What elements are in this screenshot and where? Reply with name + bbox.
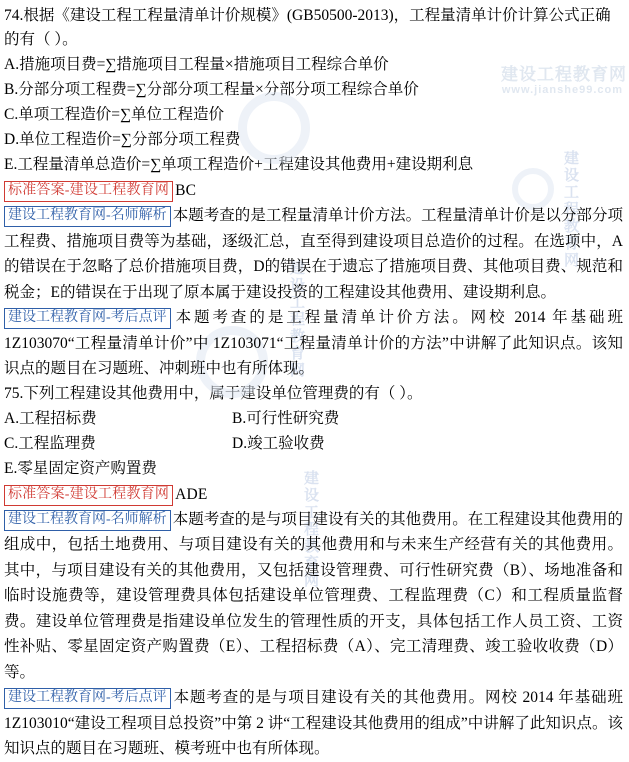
question-option: A.工程招标费 (4, 409, 97, 427)
analysis-block (4, 507, 623, 686)
analysis-tag: 建设工程教育网-名师解析 (4, 510, 171, 531)
analysis-tag: 建设工程教育网-名师解析 (4, 206, 171, 227)
question-stem: 75.下列工程建设其他费用中，属于建设单位管理费的有（ ）。 (4, 384, 423, 402)
watermark-brand-vertical: 建设工程教育网 (288, 260, 305, 379)
answer-row (4, 178, 623, 203)
question-option-row (4, 406, 623, 431)
answer-value: ADE (175, 485, 208, 503)
review-text: 本题考查的是工程量清单计价方法。网校 2014 年基础班1Z103070“工程量清单计价”中 1Z103071“工程量清单计价的方法”中讲解了此知识点。该知识点的题目在习题班、冲刺班中也有所体现。 (4, 309, 623, 377)
watermark-brand-vertical: 建设工程教育网 (302, 470, 319, 589)
answer-value: BC (175, 182, 197, 199)
review-block (4, 685, 623, 762)
question-option: B.可行性研究费 (232, 409, 340, 427)
question-option: E.工程量清单总造价=∑单项工程造价+工程建设其他费用+建设期利息 (4, 156, 474, 173)
answer-tag: 标准答案-建设工程教育网 (4, 181, 173, 202)
question-option: C.单项工程造价=∑单位工程造价 (4, 106, 225, 123)
answer-row (4, 482, 623, 507)
review-tag: 建设工程教育网-考后点评 (4, 688, 171, 709)
question-option-row (4, 431, 623, 456)
question-option: C.工程监理费 (4, 434, 96, 452)
review-block (4, 305, 623, 382)
review-text: 本题考查的是与项目建设有关的其他费用。网校 2014 年基础班 1Z103010“建设工程项目总投资”中第 2 讲“工程建设其他费用的组成”中讲解了此知识点。该知识点的题目在习题班、模考班中也有所体现。 (4, 689, 623, 757)
review-tag: 建设工程教育网-考后点评 (4, 308, 171, 329)
watermark-brand-vertical: 建设工程教育网 (562, 150, 579, 269)
question-option: D.竣工验收费 (232, 434, 325, 452)
question-option: D.单位工程造价=∑分部分项工程费 (4, 131, 241, 148)
question-option: B.分部分项工程费=∑分部分项工程量×分部分项工程综合单价 (4, 81, 419, 98)
question-option: E.零星固定资产购置费 (4, 459, 157, 477)
analysis-block (4, 203, 623, 305)
question-option: A.措施项目费=∑措施项目工程量×措施项目工程综合单价 (4, 56, 389, 73)
watermark-brand: 建设工程教育网 (501, 65, 627, 84)
question-stem: 74.根据《建设工程工程量清单计价规模》(GB50500-2013)，工程量清单计价计算公式正确的有（ ）。 (4, 7, 611, 48)
analysis-text: 本题考查的是工程量清单计价方法。工程量清单计价是以分部分项工程费、措施项目费等为基础，逐级汇总，直至得到建设项目总造价的过程。在选项中，A的错误在于忽略了总价措施项目费，D的错误在于遗忘了措施项目费、其他项目费、规范和税金；E的错误在于出现了原本属于建设投资的工程建设其他费用、建设期利息。 (4, 207, 623, 301)
answer-tag: 标准答案-建设工程教育网 (4, 485, 173, 506)
analysis-text: 本题考查的是与项目建设有关的其他费用。在工程建设其他费用的组成中，包括土地费用、与项目建设有关的其他费用和与未来生产经营有关的其他费用。其中，与项目建设有关的其他费用，又包括建设管理费、可行性研究费（B）、场地准备和临时设施费等，建设管理费具体包括建设单位管理费、工程监理费（C）和工程质量监督费。建设单位管理费是指建设单位发生的管理性质的开支，具体包括工作人员工资、工资性补贴、零星固定资产购置费（E）、工程招标费（A）、完工清理费、竣工验收收费（D）等。 (4, 510, 623, 681)
watermark-url: www.jianshe99.com (501, 84, 623, 96)
